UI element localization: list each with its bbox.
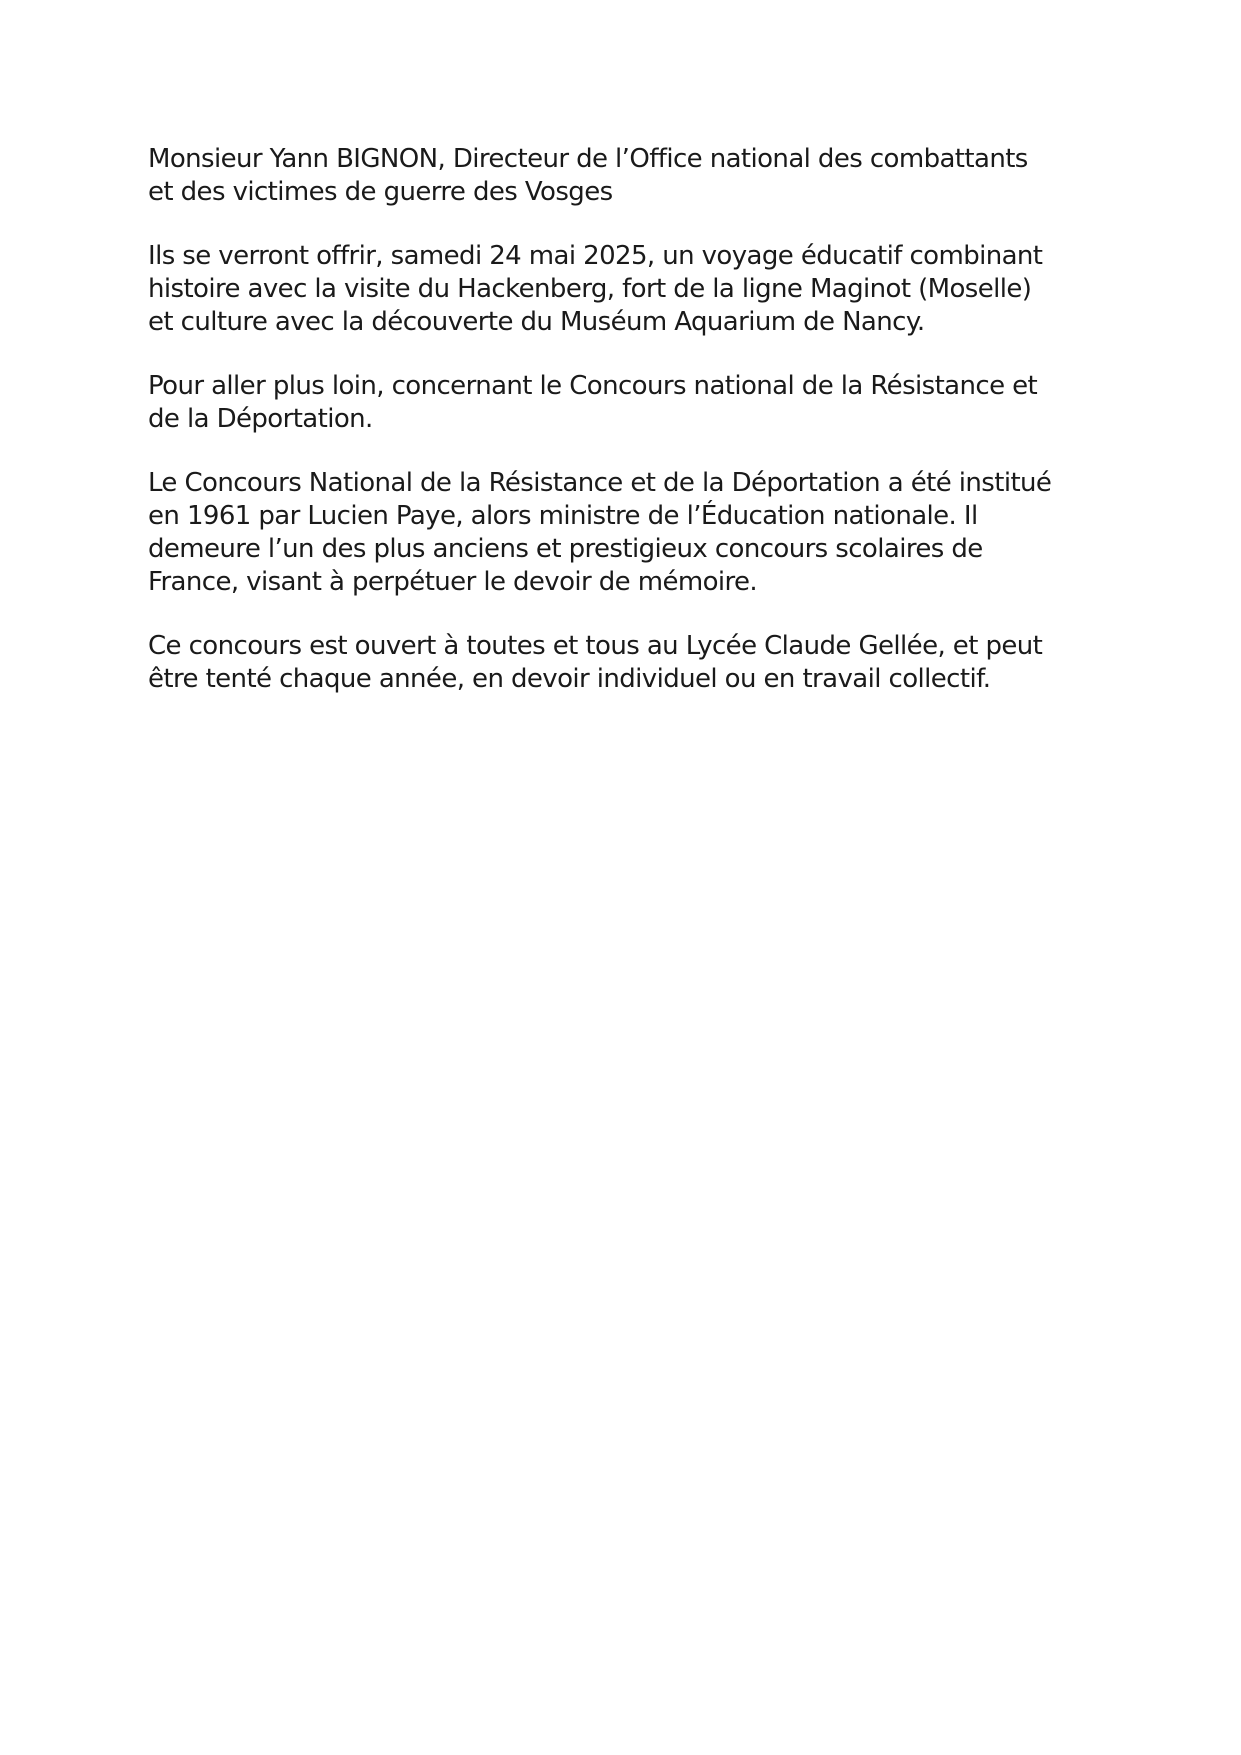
text-line: Le Concours National de la Résistance et de la Déportation a été institué (148, 468, 1052, 498)
text-line: Ils se verront offrir, samedi 24 mai 2025, un voyage éducatif combinant (148, 241, 1043, 271)
text-line: histoire avec la visite du Hackenberg, fort de la ligne Maginot (Moselle) (148, 274, 1032, 304)
text-line: et des victimes de guerre des Vosges (148, 177, 613, 207)
text-line: Ce concours est ouvert à toutes et tous au Lycée Claude Gellée, et peut (148, 631, 1043, 661)
paragraph-contest-history (148, 467, 1098, 599)
paragraph-director (148, 143, 1098, 209)
text-line: Monsieur Yann BIGNON, Directeur de l’Office national des combattants (148, 144, 1028, 174)
text-line: Pour aller plus loin, concernant le Concours national de la Résistance et (148, 371, 1038, 401)
text-line: en 1961 par Lucien Paye, alors ministre de l’Éducation nationale. Il (148, 501, 978, 531)
paragraph-further (148, 370, 1098, 436)
text-line: de la Déportation. (148, 404, 373, 434)
paragraph-contest-open (148, 630, 1098, 696)
paragraph-trip (148, 240, 1098, 339)
text-line: demeure l’un des plus anciens et prestigieux concours scolaires de (148, 534, 983, 564)
text-line: et culture avec la découverte du Muséum Aquarium de Nancy. (148, 307, 925, 337)
document-body (148, 143, 1098, 727)
text-line: France, visant à perpétuer le devoir de mémoire. (148, 567, 758, 597)
text-line: être tenté chaque année, en devoir individuel ou en travail collectif. (148, 664, 991, 694)
